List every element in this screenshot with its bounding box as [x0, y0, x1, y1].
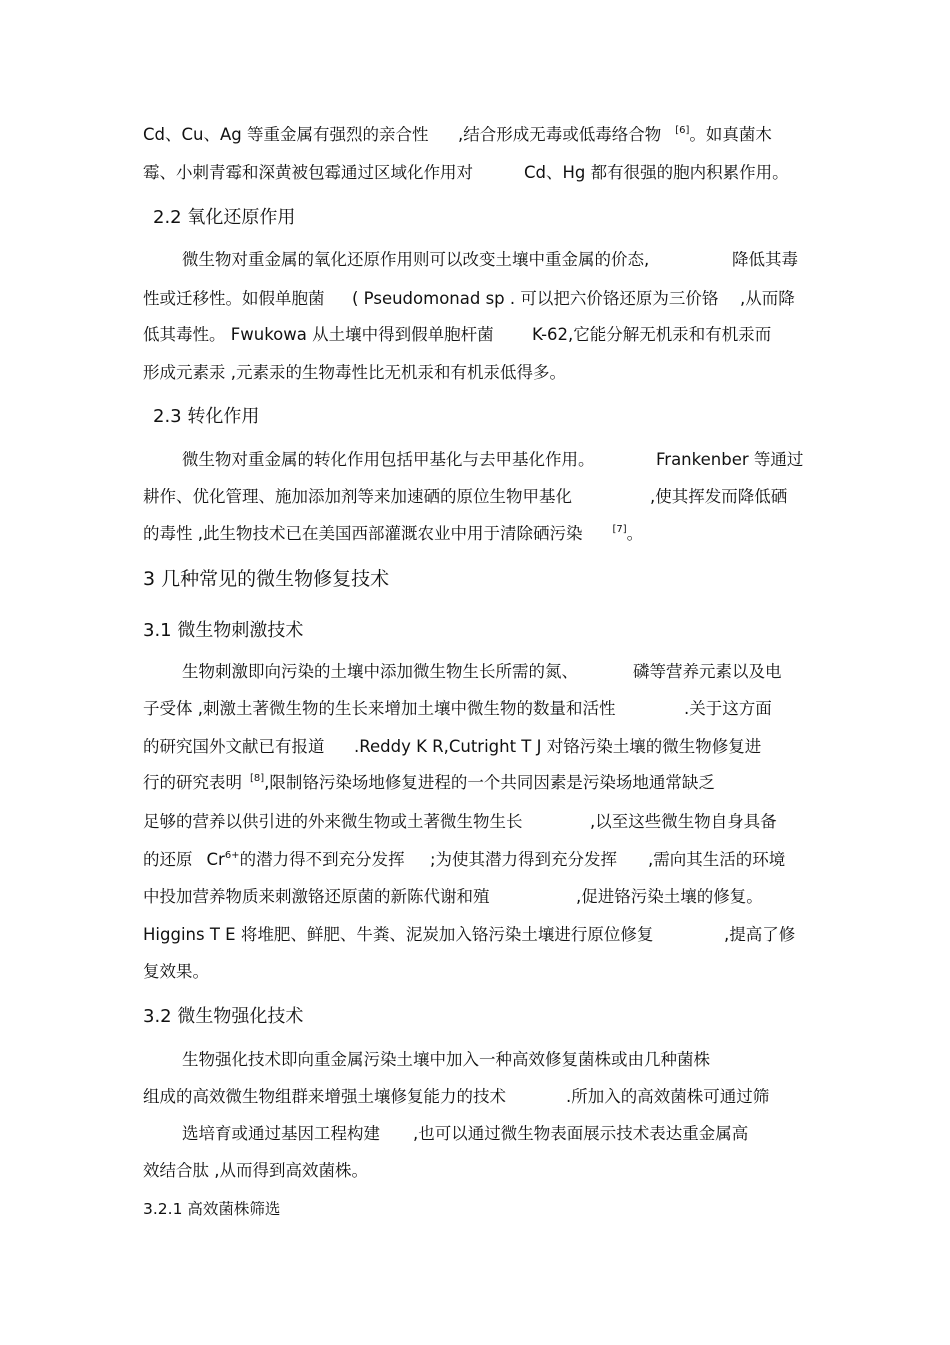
- paragraph-line: 足够的营养以供引进的外来微生物或土著微生物生长: [143, 812, 523, 831]
- paragraph-line: Frankenber 等通过: [656, 450, 804, 469]
- paragraph-line: 子受体 ,刺激土著微生物的生长来增加土壤中微生物的数量和活性: [143, 699, 616, 718]
- paragraph-line: [524, 162, 789, 184]
- paragraph-line: 低其毒性。 Fwukowa 从土壤中得到假单胞杆菌: [143, 325, 494, 344]
- paragraph-line: ,使其挥发而降低硒: [650, 487, 788, 506]
- text-run: 的还原: [143, 850, 193, 869]
- paragraph-line: [143, 523, 643, 545]
- paragraph-line: 磷等营养元素以及电: [633, 662, 782, 681]
- text-run: 。如真菌木: [689, 125, 772, 144]
- paragraph-line: [143, 124, 428, 146]
- text-run: Cd、Hg 都有很强的胞内积累作用。: [524, 163, 789, 182]
- paragraph-line: ,从而降: [740, 289, 795, 308]
- paragraph-line: 中投加营养物质来刺激铬还原菌的新陈代谢和殖: [143, 887, 490, 906]
- paragraph-line: ( Pseudomonad sp . 可以把六价铬还原为三价铬: [352, 289, 719, 308]
- paragraph-line: ,也可以通过微生物表面展示技术表达重金属高: [413, 1124, 749, 1143]
- paragraph-line: .Reddy K R,Cutright T J 对铬污染土壤的微生物修复进: [354, 737, 762, 756]
- paragraph-line: ,以至这些微生物自身具备: [590, 812, 777, 831]
- text-run: 行的研究表明: [143, 773, 242, 792]
- paragraph-line: 复效果。: [143, 962, 209, 981]
- superscript: 6+: [224, 850, 240, 861]
- citation-8: [8]: [250, 773, 265, 784]
- text-run: ,限制铬污染场地修复进程的一个共同因素是污染场地通常缺乏: [264, 773, 715, 792]
- chapter-heading-3: 3 几种常见的微生物修复技术: [143, 568, 390, 590]
- citation-6: [6]: [675, 125, 690, 136]
- text-run: 的毒性 ,此生物技术已在美国西部灌溉农业中用于清除硒污染: [143, 524, 583, 543]
- text-run: 。: [626, 524, 644, 543]
- paragraph-line: 降低其毒: [732, 250, 798, 269]
- paragraph-line: [458, 124, 772, 146]
- section-heading-2-3: 2.3 转化作用: [153, 406, 260, 427]
- paragraph-line: [143, 162, 473, 184]
- text-run: Cr: [206, 850, 225, 869]
- paragraph-line: ,提高了修: [724, 925, 796, 944]
- paragraph-line: 生物强化技术即向重金属污染土壤中加入一种高效修复菌株或由几种菌株: [182, 1050, 710, 1069]
- paragraph-line: 形成元素汞 ,元素汞的生物毒性比无机汞和有机汞低得多。: [143, 363, 566, 382]
- paragraph-line: 效结合肽 ,从而得到高效菌株。: [143, 1161, 368, 1180]
- section-heading-3-2: 3.2 微生物强化技术: [143, 1006, 304, 1027]
- text-run: Cd、Cu、Ag 等重金属有强烈的亲合性: [143, 125, 429, 144]
- paragraph-line: [143, 772, 715, 794]
- paragraph-line: ;为使其潜力得到充分发挥: [430, 850, 618, 869]
- paragraph-line: K-62,它能分解无机汞和有机汞而: [532, 325, 772, 344]
- section-heading-2-2: 2.2 氧化还原作用: [153, 207, 296, 228]
- paragraph-line: 选培育或通过基因工程构建: [182, 1124, 380, 1143]
- paragraph-line: 微生物对重金属的转化作用包括甲基化与去甲基化作用。: [182, 450, 595, 469]
- paragraph-line: 生物刺激即向污染的土壤中添加微生物生长所需的氮、: [182, 662, 578, 681]
- paragraph-line: 组成的高效微生物组群来增强土壤修复能力的技术: [143, 1087, 506, 1106]
- paragraph-line: [143, 849, 405, 871]
- paragraph-line: ,促进铬污染土壤的修复。: [576, 887, 763, 906]
- paragraph-line: ,需向其生活的环境: [648, 850, 786, 869]
- subsection-heading-3-2-1: 3.2.1 高效菌株筛选: [143, 1200, 281, 1218]
- paragraph-line: 微生物对重金属的氧化还原作用则可以改变土壤中重金属的价态,: [182, 250, 650, 269]
- paragraph-line: .关于这方面: [684, 699, 772, 718]
- section-heading-3-1: 3.1 微生物刺激技术: [143, 620, 304, 641]
- paragraph-line: .所加入的高效菌株可通过筛: [566, 1087, 770, 1106]
- paragraph-line: 的研究国外文献已有报道: [143, 737, 325, 756]
- text-run: 的潜力得不到充分发挥: [239, 850, 405, 869]
- paragraph-line: 耕作、优化管理、施加添加剂等来加速硒的原位生物甲基化: [143, 487, 572, 506]
- citation-7: [7]: [612, 524, 627, 535]
- text-run: 霉、小刺青霉和深黄被包霉通过区域化作用对: [143, 163, 473, 182]
- paragraph-line: 性或迁移性。如假单胞菌: [143, 289, 325, 308]
- paragraph-line: Higgins T E 将堆肥、鲜肥、牛粪、泥炭加入铬污染土壤进行原位修复: [143, 925, 654, 944]
- text-run: ,结合形成无毒或低毒络合物: [458, 125, 662, 144]
